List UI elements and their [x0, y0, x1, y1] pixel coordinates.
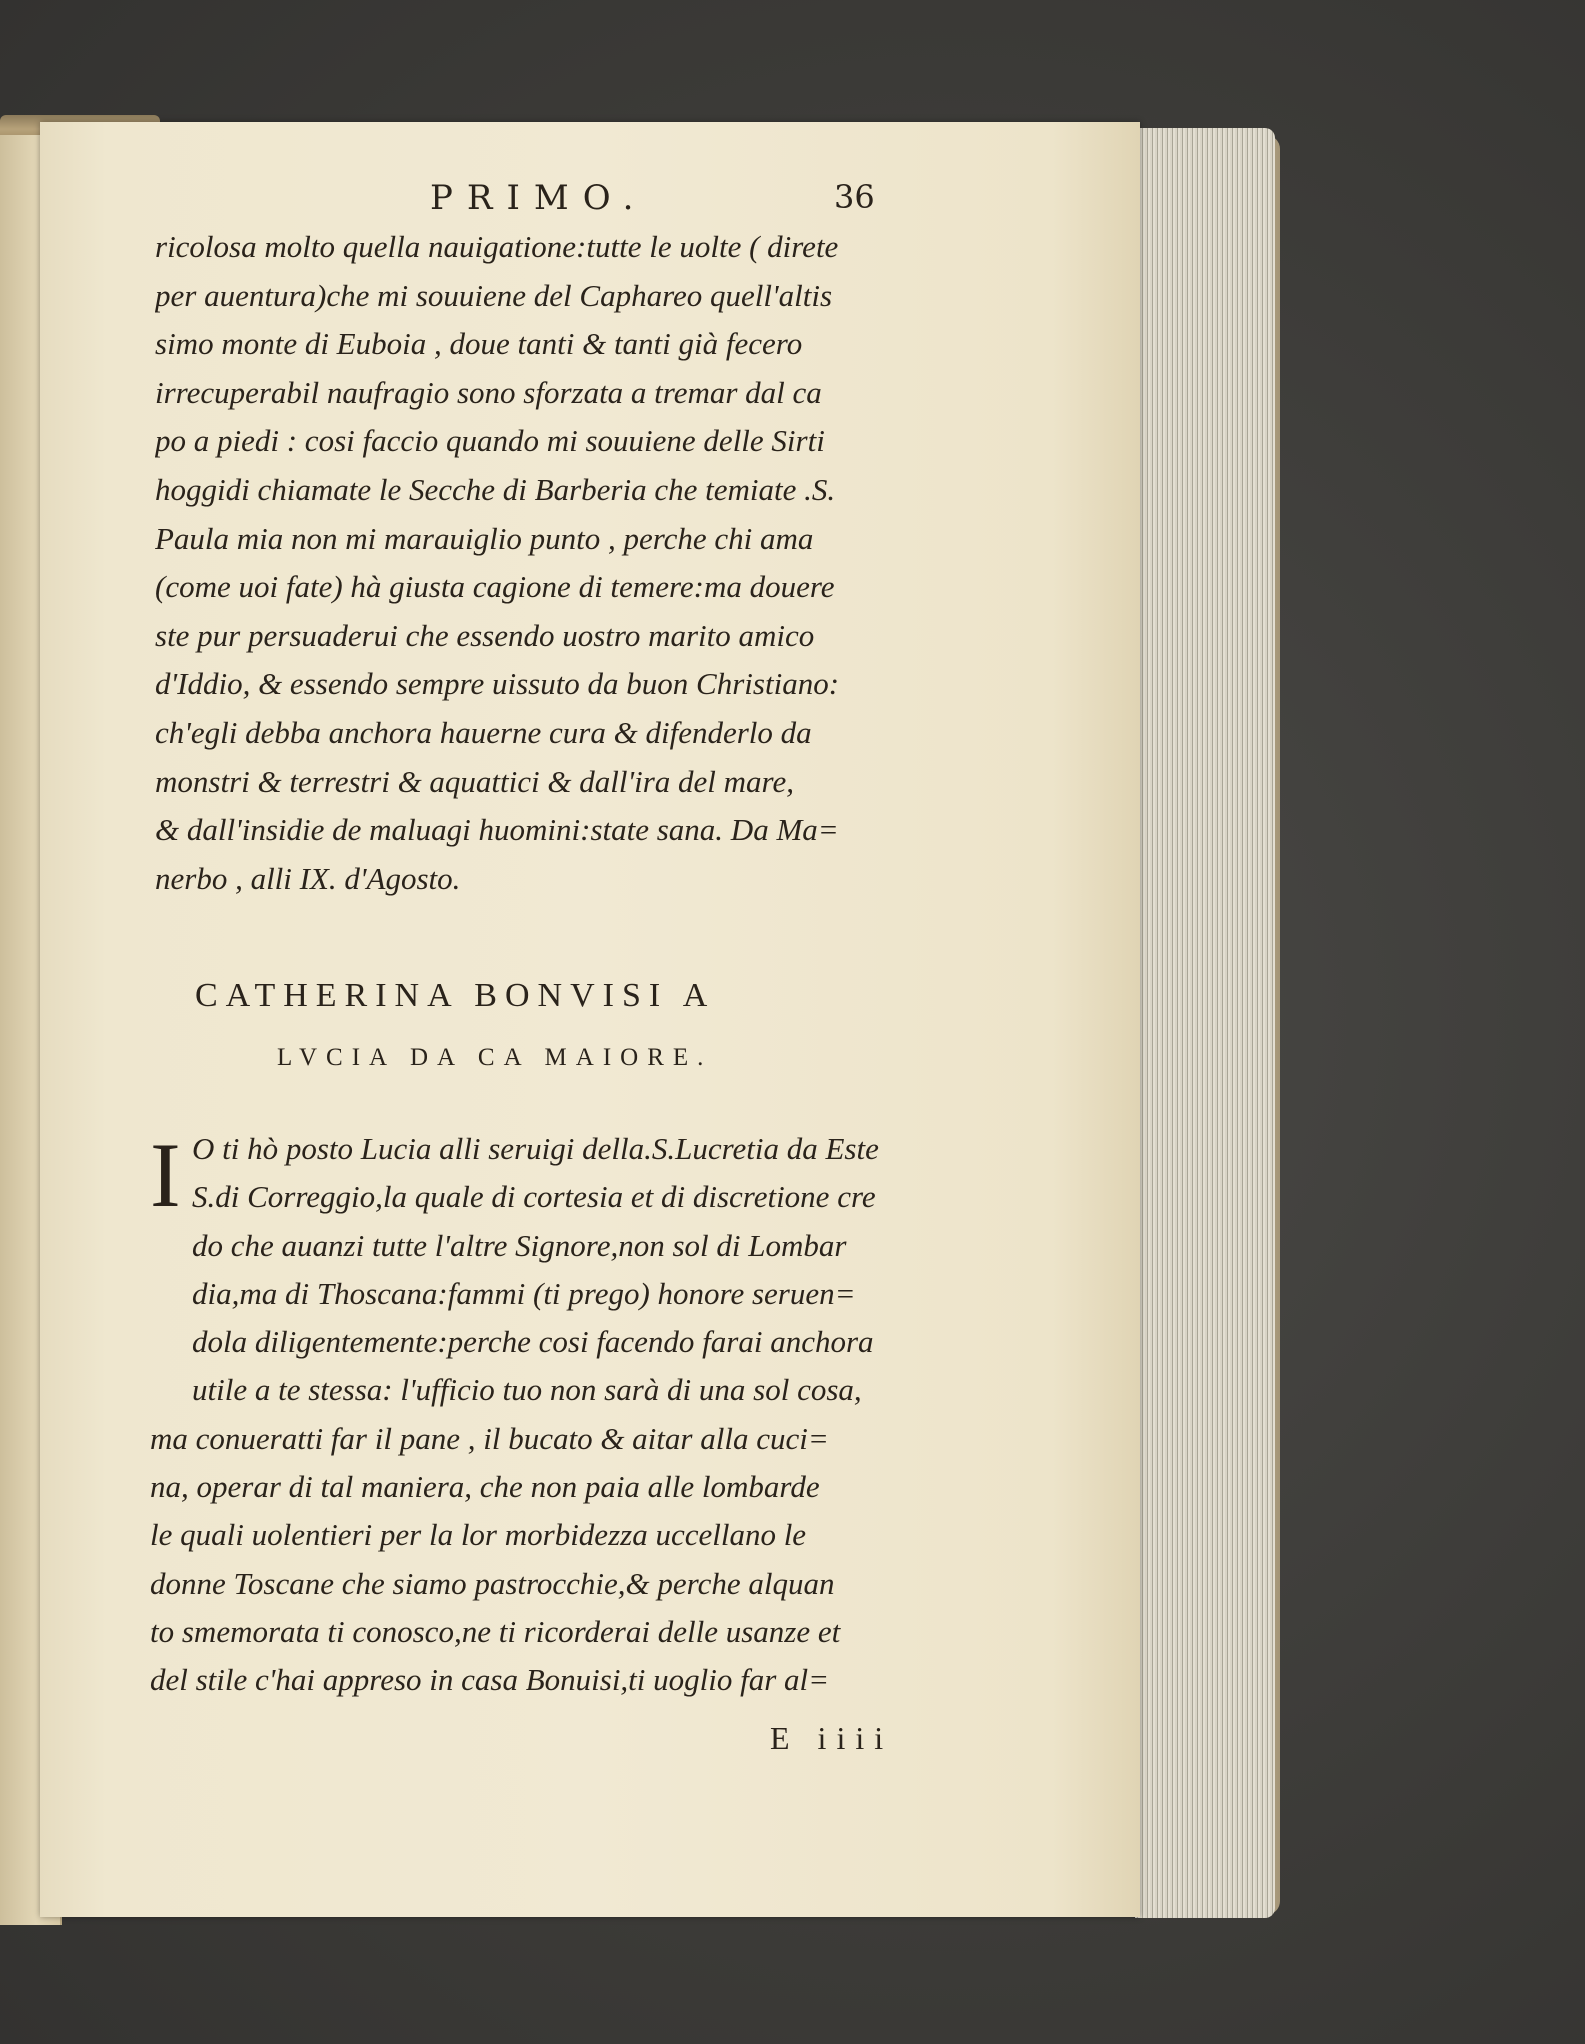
text-line: d'Iddio, & essendo sempre uissuto da buon Christiano:	[155, 666, 840, 702]
text-line: (come uoi fate) hà giusta cagione di temere:ma douere	[155, 569, 835, 605]
text-line: ch'egli debba anchora hauerne cura & difenderlo da	[155, 714, 812, 750]
text-line: po a piedi : cosi faccio quando mi souuiene delle Sirti	[155, 423, 825, 459]
text-line: simo monte di Euboia , doue tanti & tanti già fecero	[155, 326, 803, 362]
text-line: monstri & terrestri & aquattici & dall'ira del mare,	[155, 763, 794, 799]
page-number: 36	[834, 178, 875, 216]
continued-letter-text	[155, 223, 1000, 903]
text-line: dola diligentemente:perche cosi facendo farai anchora	[192, 1324, 874, 1360]
text-line: utile a te stessa: l'ufficio tuo non sarà di una sol cosa,	[192, 1372, 862, 1408]
text-line: le quali uolentieri per la lor morbidezza uccellano le	[150, 1517, 807, 1553]
text-line: ste pur persuaderui che essendo uostro marito amico	[155, 617, 815, 653]
letter-heading	[195, 972, 955, 1078]
text-line: del stile c'hai appreso in casa Bonuisi,ti uoglio far al=	[150, 1662, 830, 1698]
signature-mark: E iiii	[770, 1720, 894, 1756]
text-line: per auentura)che mi souuiene del Caphareo quell'altis	[155, 277, 833, 313]
letter-body	[150, 1125, 1000, 1705]
heading-recipient: LVCIA DA CA MAIORE.	[277, 1044, 713, 1071]
running-head-title: PRIMO.	[430, 178, 648, 218]
text-line: to smemorata ti conosco,ne ti ricorderai delle usanze et	[150, 1613, 841, 1649]
text-line: na, operar di tal maniera, che non paia alle lombarde	[150, 1469, 820, 1505]
heading-sender: CATHERINA BONVISI A	[195, 977, 716, 1014]
text-line: Paula mia non mi marauiglio punto , perche chi ama	[155, 520, 814, 556]
text-line: nerbo , alli IX. d'Agosto.	[155, 860, 461, 896]
text-line: ma conueratti far il pane , il bucato & aitar alla cuci=	[150, 1420, 829, 1456]
text-line: dia,ma di Thoscana:fammi (ti prego) honore seruen=	[192, 1275, 856, 1311]
text-line: S.di Correggio,la quale di cortesia et di discretione cre	[192, 1179, 876, 1215]
text-line: & dall'insidie de maluagi huomini:state sana. Da Ma=	[155, 812, 839, 848]
text-line: ricolosa molto quella nauigatione:tutte le uolte ( direte	[155, 229, 839, 264]
text-line: do che auanzi tutte l'altre Signore,non sol di Lombar	[192, 1227, 847, 1263]
text-line: irrecuperabil naufragio sono sforzata a tremar dal ca	[155, 374, 822, 410]
text-line: O ti hò posto Lucia alli seruigi della.S.Lucretia da Este	[192, 1131, 879, 1166]
page-edges	[1135, 128, 1275, 1918]
text-line: donne Toscane che siamo pastrocchie,& perche alquan	[150, 1565, 835, 1601]
running-head	[430, 178, 910, 218]
text-line: hoggidi chiamate le Secche di Barberia che temiate .S.	[155, 471, 836, 507]
drop-initial: I	[150, 1124, 181, 1226]
